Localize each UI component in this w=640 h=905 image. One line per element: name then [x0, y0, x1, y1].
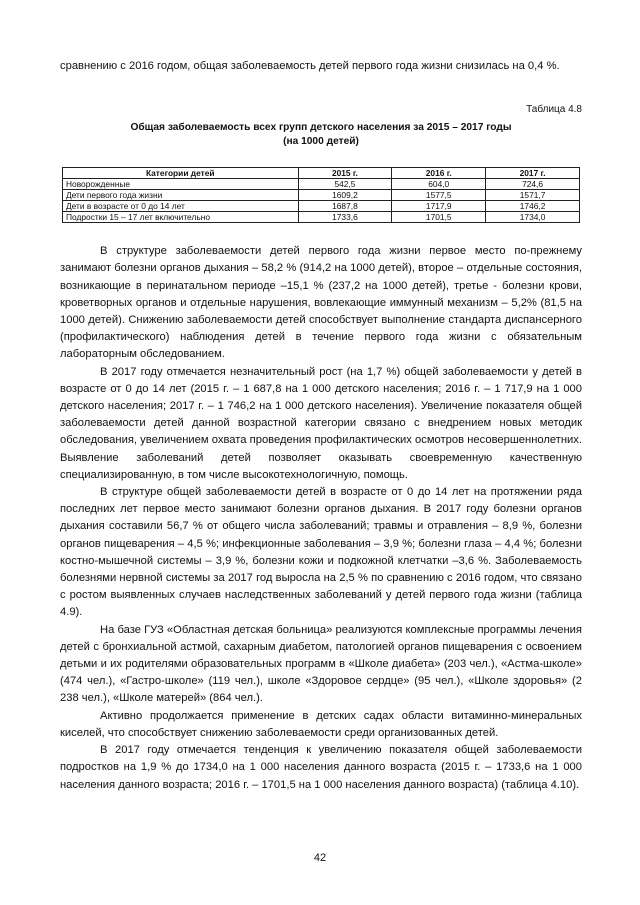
value-cell: 1733,6	[298, 212, 392, 223]
category-cell: Дети в возрасте от 0 до 14 лет	[63, 201, 299, 212]
column-header: 2015 г.	[298, 168, 392, 179]
table-title: Общая заболеваемость всех групп детского населения за 2015 – 2017 годы	[130, 122, 512, 134]
body-paragraph: В 2017 году отмечается незначительный рост (на 1,7 %) общей заболеваемости у детей в возрасте от 0 до 14 лет (2015 г. – 1 687,8 на 1 000 детского населения; 2016 г. – 1 717,9 на 1 000 детского населения; 2017 г. – 1 746,2 на 1 000 детского населения). Увеличение показателя общей заболеваемости детей данной возрастной категории связано с внедрением новых методик обследования, увеличением охвата проведения профилактических осмотров несовершеннолетних. Выявление заболеваний детей позволяет оказывать своевременную качественную специализированную, в том числе высокотехнологичную, помощь.	[60, 365, 582, 481]
value-cell: 604,0	[392, 179, 486, 190]
value-cell: 1734,0	[486, 212, 580, 223]
value-cell: 1577,5	[392, 190, 486, 201]
table-row	[63, 201, 580, 212]
table-header-row	[63, 168, 580, 179]
table-caption: Таблица 4.8	[526, 104, 582, 116]
intro-paragraph: сравнению с 2016 годом, общая заболеваемость детей первого года жизни снизилась на 0,4 %.	[60, 60, 560, 72]
table-row	[63, 212, 580, 223]
body-paragraph: В структуре общей заболеваемости детей в возрасте от 0 до 14 лет на протяжении ряда последних лет первое место занимают болезни органов дыхания. В 2017 году болезни органов дыхания составили 56,7 % от общего числа заболеваний; травмы и отравления – 8,9 %, болезни органов пищеварения – 4,5 %; инфекционные заболевания – 3,9 %; болезни глаза – 4,4 %; болезни костно-мышечной системы – 3,9 %, болезни кожи и подкожной клетчатки –3,6 %. Заболеваемость болезнями нервной системы за 2017 год выросла на 2,5 % по сравнению с 2016 годом, что связано с ростом выявленных случаев наследственных заболеваний у детей первого года жизни (таблица 4.9).	[60, 486, 582, 619]
document-page	[60, 58, 582, 794]
category-cell: Подростки 15 – 17 лет включительно	[63, 212, 299, 223]
body-paragraph: В 2017 году отмечается тенденция к увеличению показателя общей заболеваемости подростков на 1,9 % до 1734,0 на 1 000 населения данного возраста (2015 г. – 1733,6 на 1 000 населения данного возраста; 2016 г. – 1701,5 на 1 000 населения данного возраста) (таблица 4.10).	[60, 744, 582, 791]
table-row	[63, 190, 580, 201]
value-cell: 542,5	[298, 179, 392, 190]
value-cell: 1717,9	[392, 201, 486, 212]
column-header: 2016 г.	[392, 168, 486, 179]
value-cell: 1701,5	[392, 212, 486, 223]
column-header: 2017 г.	[486, 168, 580, 179]
value-cell: 724,6	[486, 179, 580, 190]
category-cell: Новорожденные	[63, 179, 299, 190]
body-paragraph: В структуре заболеваемости детей первого года жизни первое место по-прежнему занимают болезни органов дыхания – 58,2 % (914,2 на 1000 детей), второе – отдельные состояния, возникающие в перинатальном периоде –15,1 % (237,2 на 1000 детей), третье - болезни крови, кроветворных органов и отдельные нарушения, вовлекающие иммунный механизм – 5,2% (81,5 на 1000 детей). Снижению заболеваемости детей способствует выполнение стандарта диспансерного (профилактического) наблюдения детей в течение первого года жизни с обязательным лабораторным обследованием.	[60, 245, 582, 361]
category-cell: Дети первого года жизни	[63, 190, 299, 201]
value-cell: 1687,8	[298, 201, 392, 212]
morbidity-table	[62, 167, 580, 223]
table-subtitle: (на 1000 детей)	[283, 136, 359, 148]
value-cell: 1571,7	[486, 190, 580, 201]
body-paragraph: Активно продолжается применение в детских садах области витаминно-минеральных киселей, что способствует снижению заболеваемости среди организованных детей.	[60, 709, 582, 739]
column-header: Категории детей	[63, 168, 299, 179]
value-cell: 1609,2	[298, 190, 392, 201]
page-number: 42	[313, 852, 327, 864]
body-paragraph: На базе ГУЗ «Областная детская больница» реализуются комплексные программы лечения детей с бронхиальной астмой, сахарным диабетом, патологией органов пищеварения с освоением детьми и их родителями образовательных программ в «Школе диабета» (203 чел.), «Астма-школе» (474 чел.), «Гастро-школе» (119 чел.), школе «Здоровое сердце» (95 чел.), «Школе здоровья» (2 238 чел.), «Школе матерей» (864 чел.).	[60, 623, 582, 705]
table-row	[63, 179, 580, 190]
value-cell: 1746,2	[486, 201, 580, 212]
